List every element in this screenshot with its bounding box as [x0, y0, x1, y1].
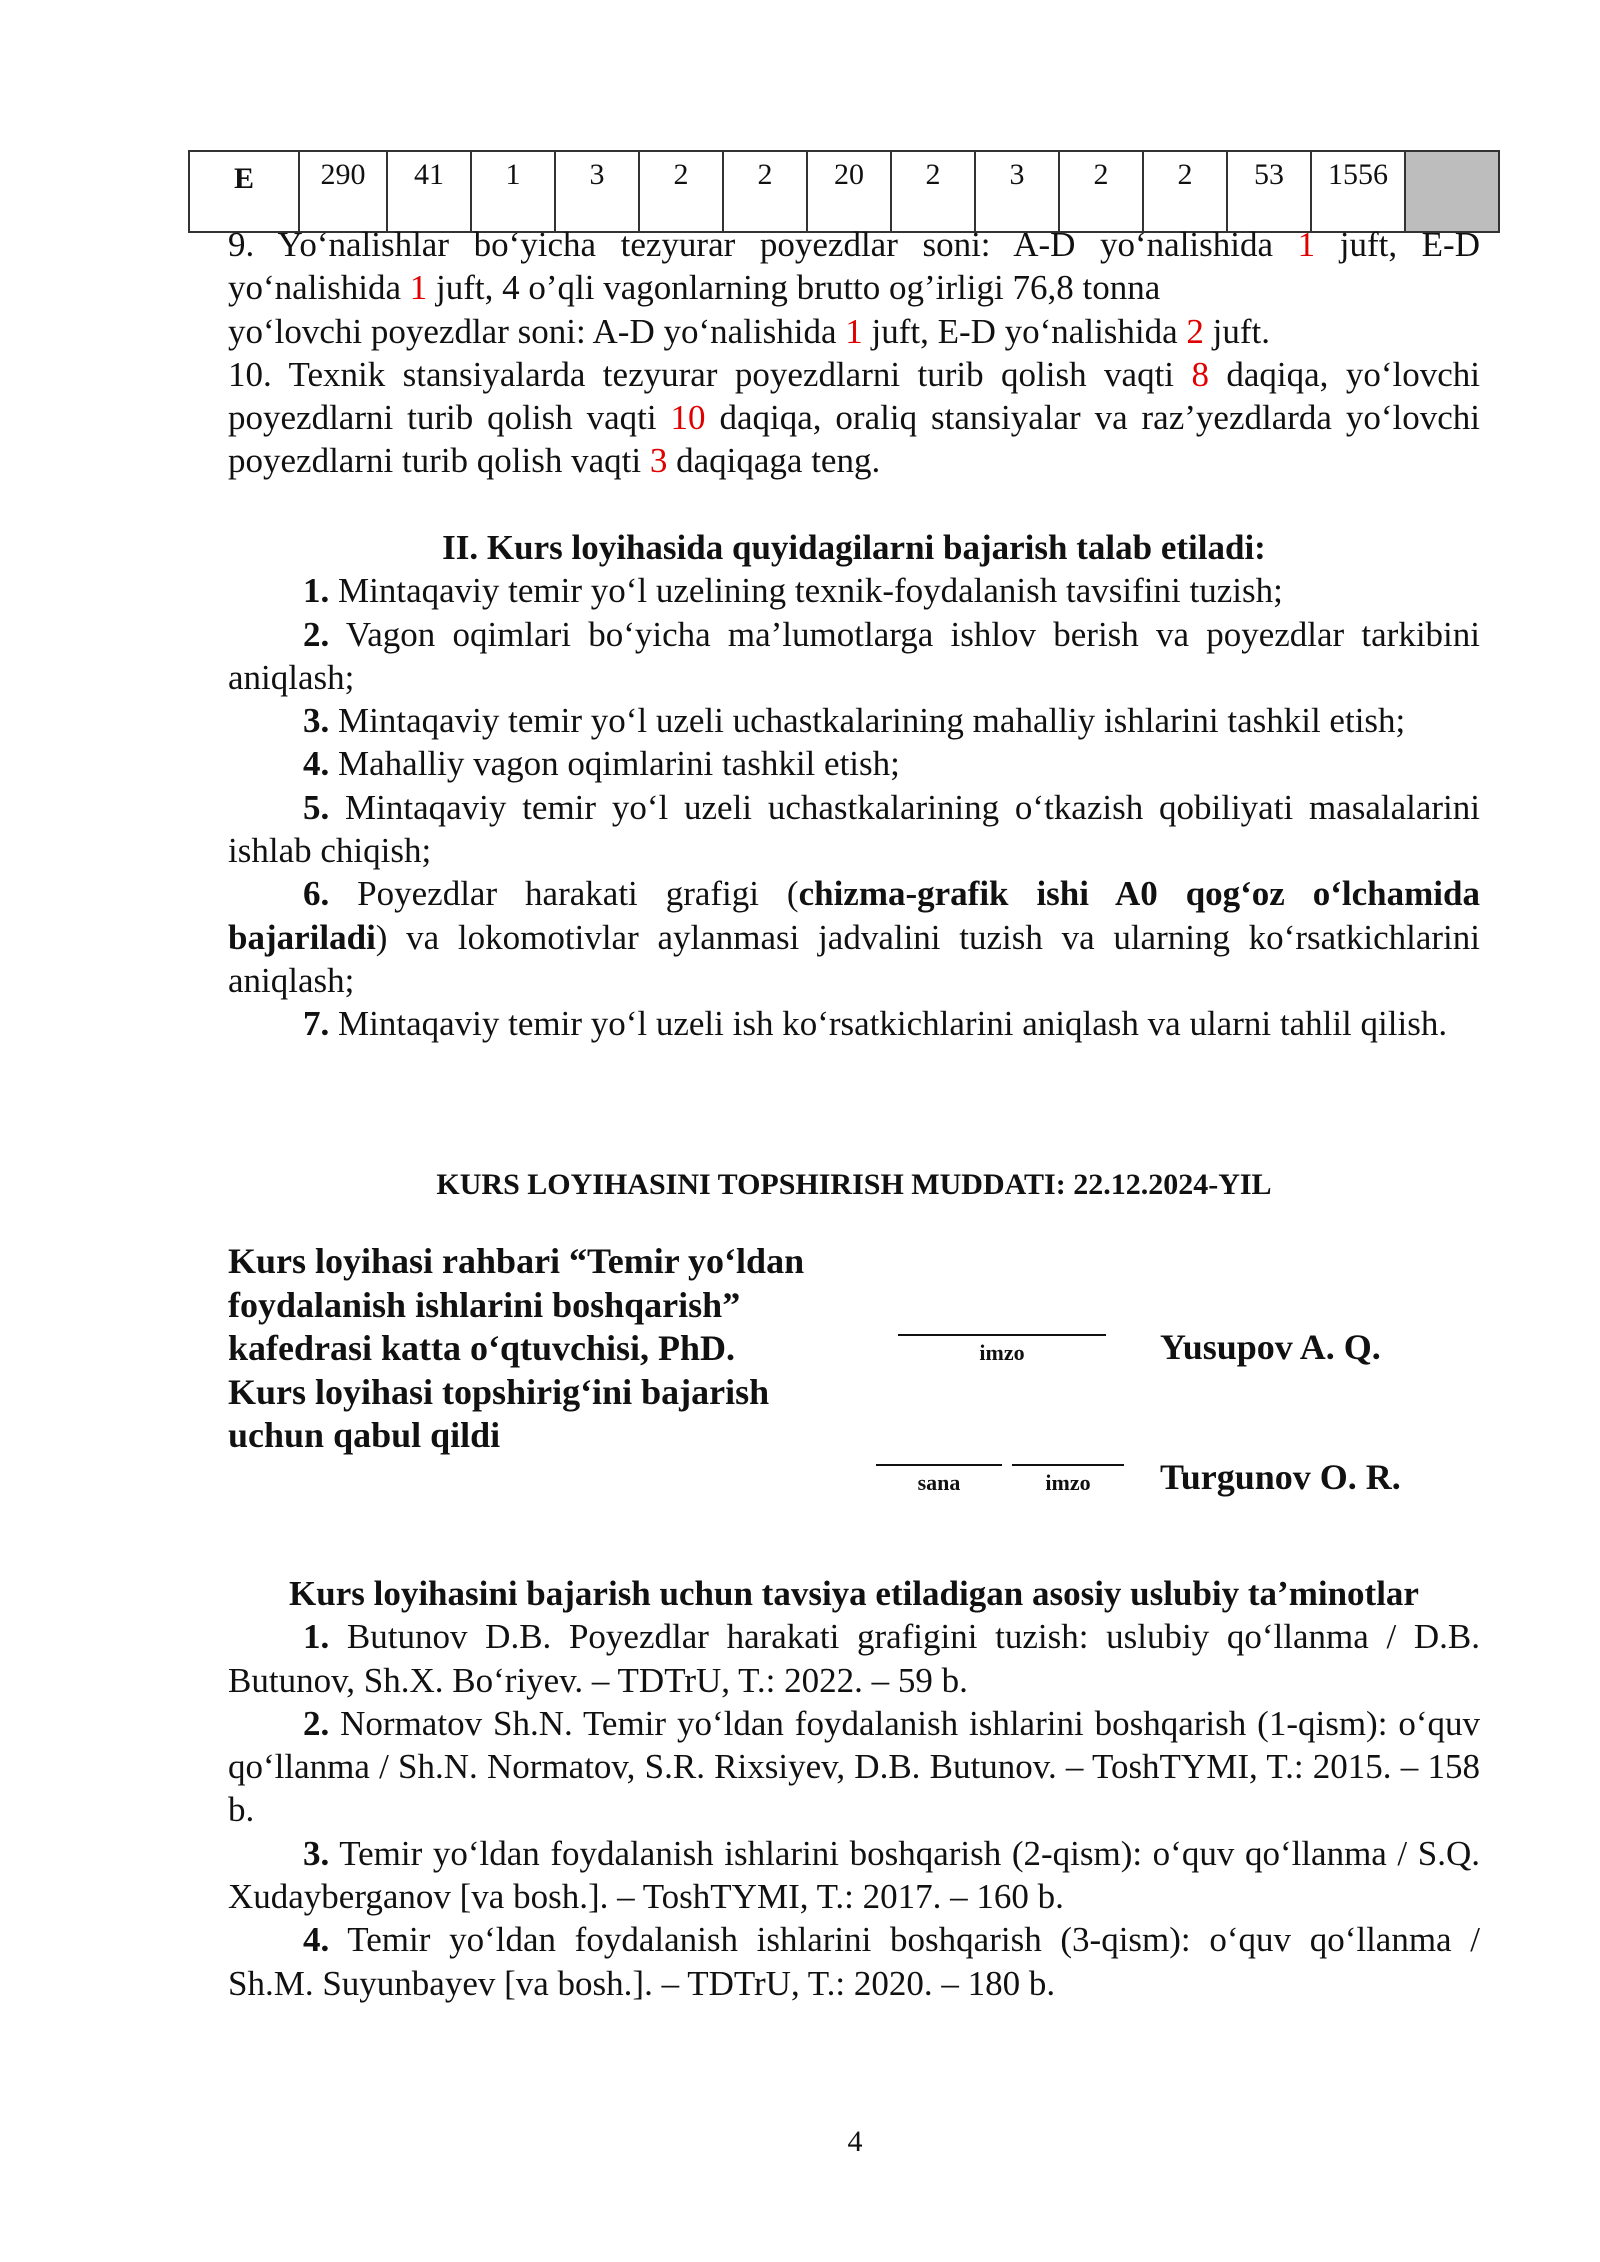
- table-cell: 53: [1227, 151, 1311, 232]
- table-cell: 3: [555, 151, 639, 232]
- list-item: 1. Mintaqaviy temir yo‘l uzelining texnik-foydalanish tavsifini tuzish;: [303, 571, 1283, 611]
- list-item: 6. Poyezdlar harakati grafigi (chizma-grafik ishi A0 qog‘oz o‘lchamida bajariladi) va lokomotivlar aylanmasi jadvalini tuzish va ularning ko‘rsatkichlarini aniqlash;: [228, 874, 1480, 1000]
- table-cell: 3: [975, 151, 1059, 232]
- imzo-label: imzo: [1045, 1470, 1091, 1495]
- paragraph-10: 10. Texnik stansiyalarda tezyurar poyezdlarni turib qolish vaqti 8 daqiqa, yo‘lovchi poyezdlarni turib qolish vaqti 10 daqiqa, oraliq stansiyalar va raz’yezdlarda yo‘lovchi poyezdlarni turib qolish vaqti 3 daqiqaga teng.: [228, 354, 1480, 481]
- signature-line: kafedrasi katta o‘qtuvchisi, PhD.: [228, 1328, 736, 1368]
- signature-underline: [898, 1334, 1106, 1336]
- list-item: 7. Mintaqaviy temir yo‘l uzeli ish ko‘rsatkichlarini aniqlash va ularni tahlil qilish.: [303, 1004, 1448, 1044]
- list-item: 2. Vagon oqimlari bo‘yicha ma’lumotlarga ishlov berish va poyezdlar tarkibini aniqlash;: [228, 614, 1480, 697]
- table-cell: 2: [1143, 151, 1227, 232]
- table-cell: 20: [807, 151, 891, 232]
- signature-block-text: [228, 1240, 868, 1458]
- section-2-heading: II. Kurs loyihasida quyidagilarni bajarish talab etiladi:: [442, 528, 1266, 567]
- signature-line: uchun qabul qildi: [228, 1415, 501, 1455]
- signature-underline: [1012, 1464, 1124, 1466]
- paragraph-9-cont: yo‘lovchi poyezdlar soni: A-D yo‘nalishida 1 juft, E-D yo‘nalishida 2 juft.: [228, 311, 1271, 351]
- signature-line: Kurs loyihasi rahbari “Temir yo‘ldan: [228, 1241, 805, 1281]
- list-item: 5. Mintaqaviy temir yo‘l uzeli uchastkalarining o‘tkazish qobiliyati masalalarini ishlab chiqish;: [228, 787, 1480, 871]
- table-cell: 2: [891, 151, 975, 232]
- table-cell: 1556: [1311, 151, 1405, 232]
- table-cell-shaded: [1405, 151, 1499, 232]
- table-row: [189, 151, 1499, 232]
- date-underline: [876, 1464, 1002, 1466]
- student-name: Turgunov O. R.: [1160, 1457, 1401, 1497]
- imzo-label: imzo: [979, 1340, 1025, 1365]
- references-heading: Kurs loyihasini bajarish uchun tavsiya etiladigan asosiy uslubiy ta’minotlar: [289, 1574, 1419, 1613]
- table-cell: 290: [299, 151, 387, 232]
- table-cell: 2: [723, 151, 807, 232]
- supervisor-name: Yusupov A. Q.: [1160, 1327, 1381, 1367]
- page-number: 4: [847, 2125, 863, 2158]
- reference-item: 2. Normatov Sh.N. Temir yo‘ldan foydalanish ishlarini boshqarish (1-qism): o‘quv qo‘llanma / Sh.N. Normatov, S.R. Rixsiyev, D.B. Butunov. – ToshTYMI, T.: 2015. – 158 b.: [228, 1703, 1480, 1830]
- table-cell: 41: [387, 151, 471, 232]
- table-cell: 2: [1059, 151, 1143, 232]
- sana-label: sana: [917, 1470, 961, 1495]
- signature-line: foydalanish ishlarini boshqarish”: [228, 1284, 741, 1325]
- section-2: [228, 526, 1480, 1046]
- reference-item: 3. Temir yo‘ldan foydalanish ishlarini boshqarish (2-qism): o‘quv qo‘llanma / S.Q. Xudayberganov [va bosh.]. – ToshTYMI, T.: 2017. – 160 b.: [228, 1833, 1480, 1917]
- deadline: KURS LOYIHASINI TOPSHIRISH MUDDATI: 22.12.2024-YIL: [436, 1168, 1272, 1201]
- table-cell: 2: [639, 151, 723, 232]
- list-item: 3. Mintaqaviy temir yo‘l uzeli uchastkalarining mahalliy ishlarini tashkil etish;: [303, 701, 1406, 741]
- reference-item: 1. Butunov D.B. Poyezdlar harakati grafigini tuzish: uslubiy qo‘llanma / D.B. Butunov, Sh.X. Bo‘riyev. – TDTrU, T.: 2022. – 59 b.: [228, 1617, 1480, 1700]
- paragraphs-9-10: [228, 223, 1480, 483]
- signature-line: Kurs loyihasi topshirig‘ini bajarish: [228, 1371, 770, 1412]
- paragraph-9: 9. Yo‘nalishlar bo‘yicha tezyurar poyezdlar soni: A-D yo‘nalishida 1 juft, E-D yo‘nalishida 1 juft, 4 o’qli vagonlarning brutto og’irligi 76,8 tonna: [228, 225, 1480, 308]
- table-cell: 1: [471, 151, 555, 232]
- references-section: [228, 1572, 1480, 2005]
- data-table: [188, 150, 1500, 233]
- list-item: 4. Mahalliy vagon oqimlarini tashkil etish;: [303, 744, 900, 784]
- reference-item: 4. Temir yo‘ldan foydalanish ishlarini boshqarish (3-qism): o‘quv qo‘llanma / Sh.M. Suyunbayev [va bosh.]. – TDTrU, T.: 2020. – 180 b.: [228, 1920, 1480, 2003]
- table-cell: E: [189, 151, 299, 232]
